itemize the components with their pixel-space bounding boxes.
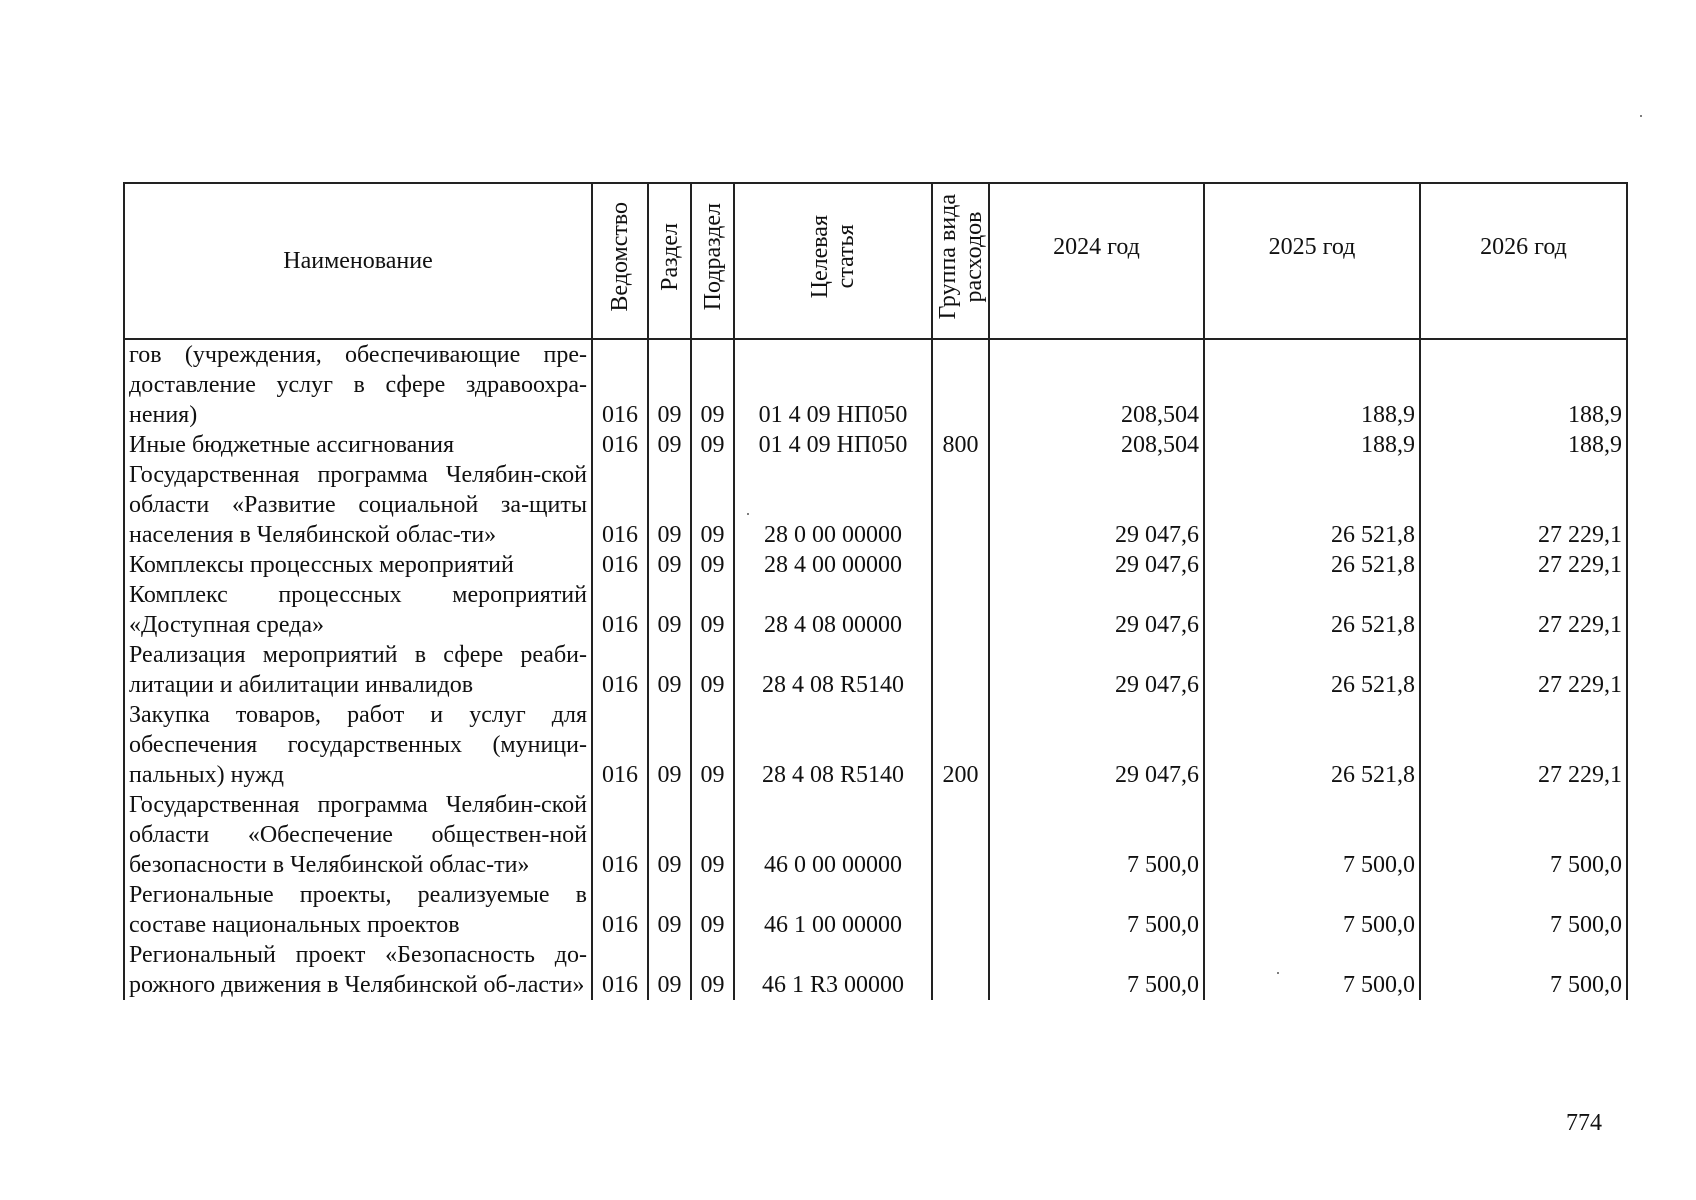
cell-name: гов (учреждения, обеспечивающие пре-доставление услуг в сфере здравоохра-нения)	[124, 339, 592, 430]
cell-subsection: 09	[691, 790, 734, 880]
cell-subsection: 09	[691, 339, 734, 430]
cell-2024: 29 047,6	[989, 460, 1204, 550]
header-section	[648, 183, 691, 339]
cell-expense-group: 800	[932, 430, 989, 460]
table-row	[124, 700, 1627, 790]
cell-department: 016	[592, 430, 648, 460]
header-year-2026	[1420, 183, 1627, 339]
cell-2025: 7 500,0	[1204, 880, 1420, 940]
table-row	[124, 430, 1627, 460]
cell-2024: 208,504	[989, 339, 1204, 430]
header-name-label: Наименование	[283, 248, 433, 274]
cell-expense-group	[932, 880, 989, 940]
cell-subsection: 09	[691, 460, 734, 550]
cell-2026: 188,9	[1420, 430, 1627, 460]
cell-2024: 29 047,6	[989, 580, 1204, 640]
cell-2025: 7 500,0	[1204, 790, 1420, 880]
header-subsection-label: Подраздел	[699, 203, 726, 311]
budget-table	[123, 182, 1628, 1000]
cell-target-article: 46 0 00 00000	[734, 790, 932, 880]
table-row	[124, 460, 1627, 550]
cell-name: Государственная программа Челябин-ской области «Развитие социальной за-щиты населения в Челябинской облас-ти»	[124, 460, 592, 550]
cell-department: 016	[592, 550, 648, 580]
page-number: 774	[1566, 1110, 1602, 1136]
cell-target-article: 46 1 R3 00000	[734, 940, 932, 1000]
header-name	[124, 183, 592, 339]
cell-2024: 29 047,6	[989, 550, 1204, 580]
cell-section: 09	[648, 880, 691, 940]
header-target-label	[807, 215, 859, 298]
cell-expense-group	[932, 460, 989, 550]
cell-2025: 188,9	[1204, 430, 1420, 460]
cell-expense-group	[932, 790, 989, 880]
cell-name: Реализация мероприятий в сфере реаби-литации и абилитации инвалидов	[124, 640, 592, 700]
header-year-2026-label: 2026 год	[1480, 234, 1567, 260]
cell-2026: 27 229,1	[1420, 460, 1627, 550]
cell-2024: 7 500,0	[989, 880, 1204, 940]
header-year-2025	[1204, 183, 1420, 339]
header-target-line2: статья	[833, 225, 859, 289]
cell-expense-group	[932, 940, 989, 1000]
scan-speck	[1640, 115, 1642, 117]
cell-2024: 29 047,6	[989, 640, 1204, 700]
table-header-row	[124, 183, 1627, 339]
header-department-label: Ведомство	[607, 202, 633, 312]
cell-section: 09	[648, 460, 691, 550]
cell-2025: 7 500,0	[1204, 940, 1420, 1000]
header-year-2024	[989, 183, 1204, 339]
cell-section: 09	[648, 580, 691, 640]
cell-name: Государственная программа Челябин-ской области «Обеспечение обществен-ной безопасности в Челябинской облас-ти»	[124, 790, 592, 880]
cell-target-article: 28 4 08 00000	[734, 580, 932, 640]
cell-2026: 7 500,0	[1420, 880, 1627, 940]
table-row	[124, 940, 1627, 1000]
cell-name: Региональный проект «Безопасность до-рожного движения в Челябинской об-ласти»	[124, 940, 592, 1000]
cell-subsection: 09	[691, 880, 734, 940]
cell-2024: 7 500,0	[989, 940, 1204, 1000]
cell-department: 016	[592, 880, 648, 940]
cell-department: 016	[592, 700, 648, 790]
scan-speck	[747, 513, 749, 515]
cell-section: 09	[648, 430, 691, 460]
table-row	[124, 880, 1627, 940]
cell-expense-group	[932, 580, 989, 640]
header-department	[592, 183, 648, 339]
cell-target-article: 01 4 09 НП050	[734, 430, 932, 460]
cell-department: 016	[592, 580, 648, 640]
cell-2024: 29 047,6	[989, 700, 1204, 790]
cell-section: 09	[648, 339, 691, 430]
table-body	[124, 339, 1627, 1000]
cell-subsection: 09	[691, 580, 734, 640]
cell-department: 016	[592, 460, 648, 550]
header-subsection	[691, 183, 734, 339]
cell-target-article: 28 4 08 R5140	[734, 700, 932, 790]
cell-2026: 27 229,1	[1420, 700, 1627, 790]
cell-target-article: 28 4 08 R5140	[734, 640, 932, 700]
cell-section: 09	[648, 550, 691, 580]
table-row	[124, 550, 1627, 580]
cell-department: 016	[592, 640, 648, 700]
cell-department: 016	[592, 940, 648, 1000]
cell-2025: 26 521,8	[1204, 460, 1420, 550]
cell-2025: 26 521,8	[1204, 580, 1420, 640]
cell-2026: 27 229,1	[1420, 640, 1627, 700]
cell-target-article: 28 0 00 00000	[734, 460, 932, 550]
table-row	[124, 790, 1627, 880]
header-year-2024-label: 2024 год	[1053, 234, 1140, 260]
header-year-2025-label: 2025 год	[1268, 234, 1356, 260]
cell-2026: 27 229,1	[1420, 550, 1627, 580]
header-expense-line1: Группа вида	[934, 194, 961, 320]
cell-target-article: 01 4 09 НП050	[734, 339, 932, 430]
header-expense-line2: расходов	[960, 211, 987, 303]
cell-expense-group	[932, 339, 989, 430]
cell-section: 09	[648, 640, 691, 700]
header-section-label: Раздел	[656, 223, 683, 291]
cell-name: Комплекс процессных мероприятий «Доступная среда»	[124, 580, 592, 640]
cell-2025: 26 521,8	[1204, 700, 1420, 790]
header-expense-group-label	[935, 194, 987, 319]
cell-name: Региональные проекты, реализуемые в составе национальных проектов	[124, 880, 592, 940]
header-target	[734, 183, 932, 339]
cell-expense-group	[932, 550, 989, 580]
cell-2024: 7 500,0	[989, 790, 1204, 880]
cell-2025: 26 521,8	[1204, 550, 1420, 580]
cell-section: 09	[648, 940, 691, 1000]
cell-2026: 7 500,0	[1420, 940, 1627, 1000]
cell-section: 09	[648, 790, 691, 880]
cell-target-article: 46 1 00 00000	[734, 880, 932, 940]
cell-subsection: 09	[691, 940, 734, 1000]
cell-2024: 208,504	[989, 430, 1204, 460]
cell-subsection: 09	[691, 550, 734, 580]
cell-2025: 26 521,8	[1204, 640, 1420, 700]
cell-name: Закупка товаров, работ и услуг для обеспечения государственных (муници-пальных) нужд	[124, 700, 592, 790]
cell-2026: 188,9	[1420, 339, 1627, 430]
table-row	[124, 580, 1627, 640]
cell-2026: 27 229,1	[1420, 580, 1627, 640]
cell-subsection: 09	[691, 640, 734, 700]
cell-subsection: 09	[691, 430, 734, 460]
cell-name: Комплексы процессных мероприятий	[124, 550, 592, 580]
cell-2025: 188,9	[1204, 339, 1420, 430]
cell-section: 09	[648, 700, 691, 790]
cell-name: Иные бюджетные ассигнования	[124, 430, 592, 460]
cell-expense-group: 200	[932, 700, 989, 790]
table-row	[124, 640, 1627, 700]
scan-speck	[1277, 972, 1279, 974]
cell-2026: 7 500,0	[1420, 790, 1627, 880]
table-row	[124, 339, 1627, 430]
header-expense-group	[932, 183, 989, 339]
cell-department: 016	[592, 339, 648, 430]
cell-expense-group	[932, 640, 989, 700]
cell-subsection: 09	[691, 700, 734, 790]
cell-department: 016	[592, 790, 648, 880]
header-target-line1: Целевая	[807, 215, 833, 299]
cell-target-article: 28 4 00 00000	[734, 550, 932, 580]
